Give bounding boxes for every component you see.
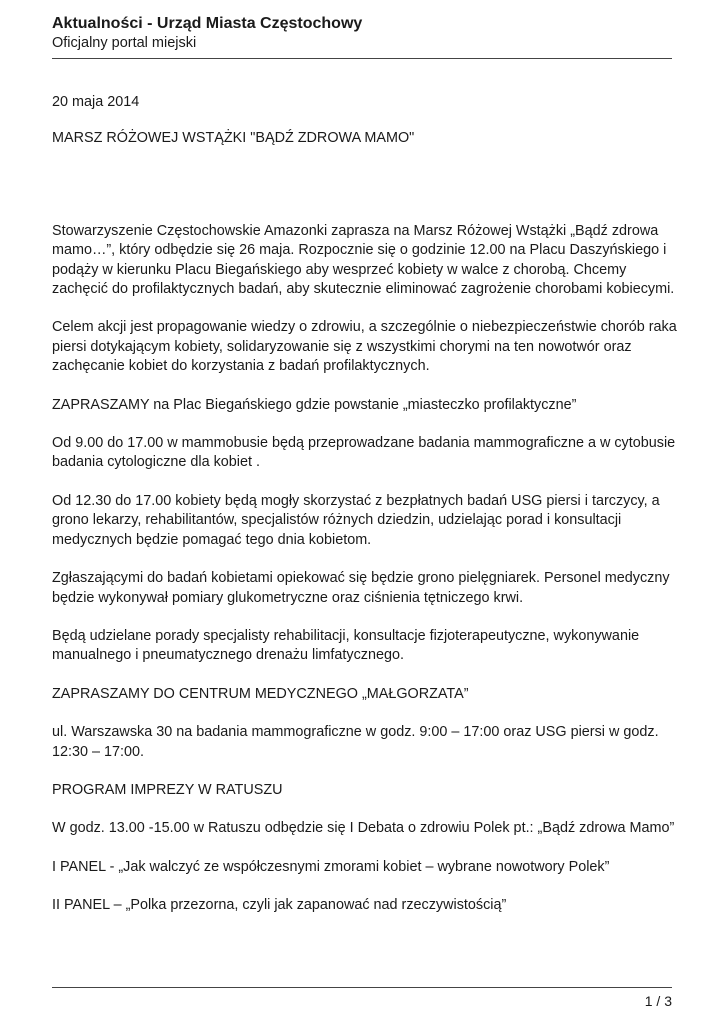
- paragraph: II PANEL – „Polka przezorna, czyli jak zapanować nad rzeczywistością”: [52, 897, 507, 914]
- paragraph: Zgłaszającymi do badań kobietami opiekować się będzie grono pielęgniarek. Personel medyczny będzie wykonywał pomiary glukometryczne oraz ciśnienia tętniczego krwi.: [52, 570, 670, 606]
- page-header: [52, 14, 672, 53]
- site-title: Aktualności - Urząd Miasta Częstochowy: [52, 15, 363, 32]
- paragraph: PROGRAM IMPREZY W RATUSZU: [52, 781, 283, 798]
- paragraph: ul. Warszawska 30 na badania mammograficzne w godz. 9:00 – 17:00 oraz USG piersi w godz. 12:30 – 17:00.: [52, 724, 659, 760]
- footer-divider: [52, 987, 672, 988]
- paragraph: Od 9.00 do 17.00 w mammobusie będą przeprowadzane badania mammograficzne a w cytobusie badania cytologiczne dla kobiet .: [52, 435, 676, 471]
- paragraph: Celem akcji jest propagowanie wiedzy o zdrowiu, a szczególnie o niebezpieczeństwie chorób raka piersi dotykającym kobiety, solidaryzowanie się z wszystkimi chorymi na ten nowotwór oraz zachęcanie kobiet do korzystania z badań profilaktycznych.: [52, 319, 677, 375]
- paragraph: ZAPRASZAMY DO CENTRUM MEDYCZNEGO „MAŁGORZATA”: [52, 685, 469, 702]
- paragraph: W godz. 13.00 -15.00 w Ratuszu odbędzie się I Debata o zdrowiu Polek pt.: „Bądź zdrowa Mamo”: [52, 820, 675, 837]
- paragraph: Będą udzielane porady specjalisty rehabilitacji, konsultacje fizjoterapeutyczne, wykonywanie manualnego i pneumatycznego drenażu limfatycznego.: [52, 627, 640, 664]
- article-body: [52, 93, 677, 935]
- paragraph: Stowarzyszenie Częstochowskie Amazonki zaprasza na Marsz Różowej Wstążki „Bądź zdrowa mamo…”, który odbędzie się 26 maja. Rozpocznie się o godzinie 12.00 na Placu Daszyńskiego i podąży w kierunku Placu Biegańskiego aby wesprzeć kobiety w walce z chorobą. Chcemy zachęcić do profilaktycznych badań, aby skutecznie eliminować zagrożenie chorobami kobiecymi.: [52, 222, 675, 298]
- article-title: MARSZ RÓŻOWEJ WSTĄŻKI "BĄDŹ ZDROWA MAMO": [52, 130, 415, 147]
- page-number: 1 / 3: [644, 993, 672, 1009]
- paragraph: Od 12.30 do 17.00 kobiety będą mogły skorzystać z bezpłatnych badań USG piersi i tarczycy, a grono lekarzy, rehabilitantów, specjalistów różnych dziedzin, udzielając porad i konsultacji medycznych będzie pomagać tego dnia kobietom.: [52, 492, 660, 548]
- article-date: 20 maja 2014: [52, 94, 140, 110]
- site-subtitle: Oficjalny portal miejski: [52, 35, 197, 51]
- header-divider: [52, 58, 672, 59]
- paragraph: I PANEL - „Jak walczyć ze współczesnymi zmorami kobiet – wybrane nowotwory Polek”: [52, 858, 610, 875]
- title-spacer: [52, 149, 677, 222]
- paragraph: ZAPRASZAMY na Plac Biegańskiego gdzie powstanie „miasteczko profilaktyczne”: [52, 396, 577, 413]
